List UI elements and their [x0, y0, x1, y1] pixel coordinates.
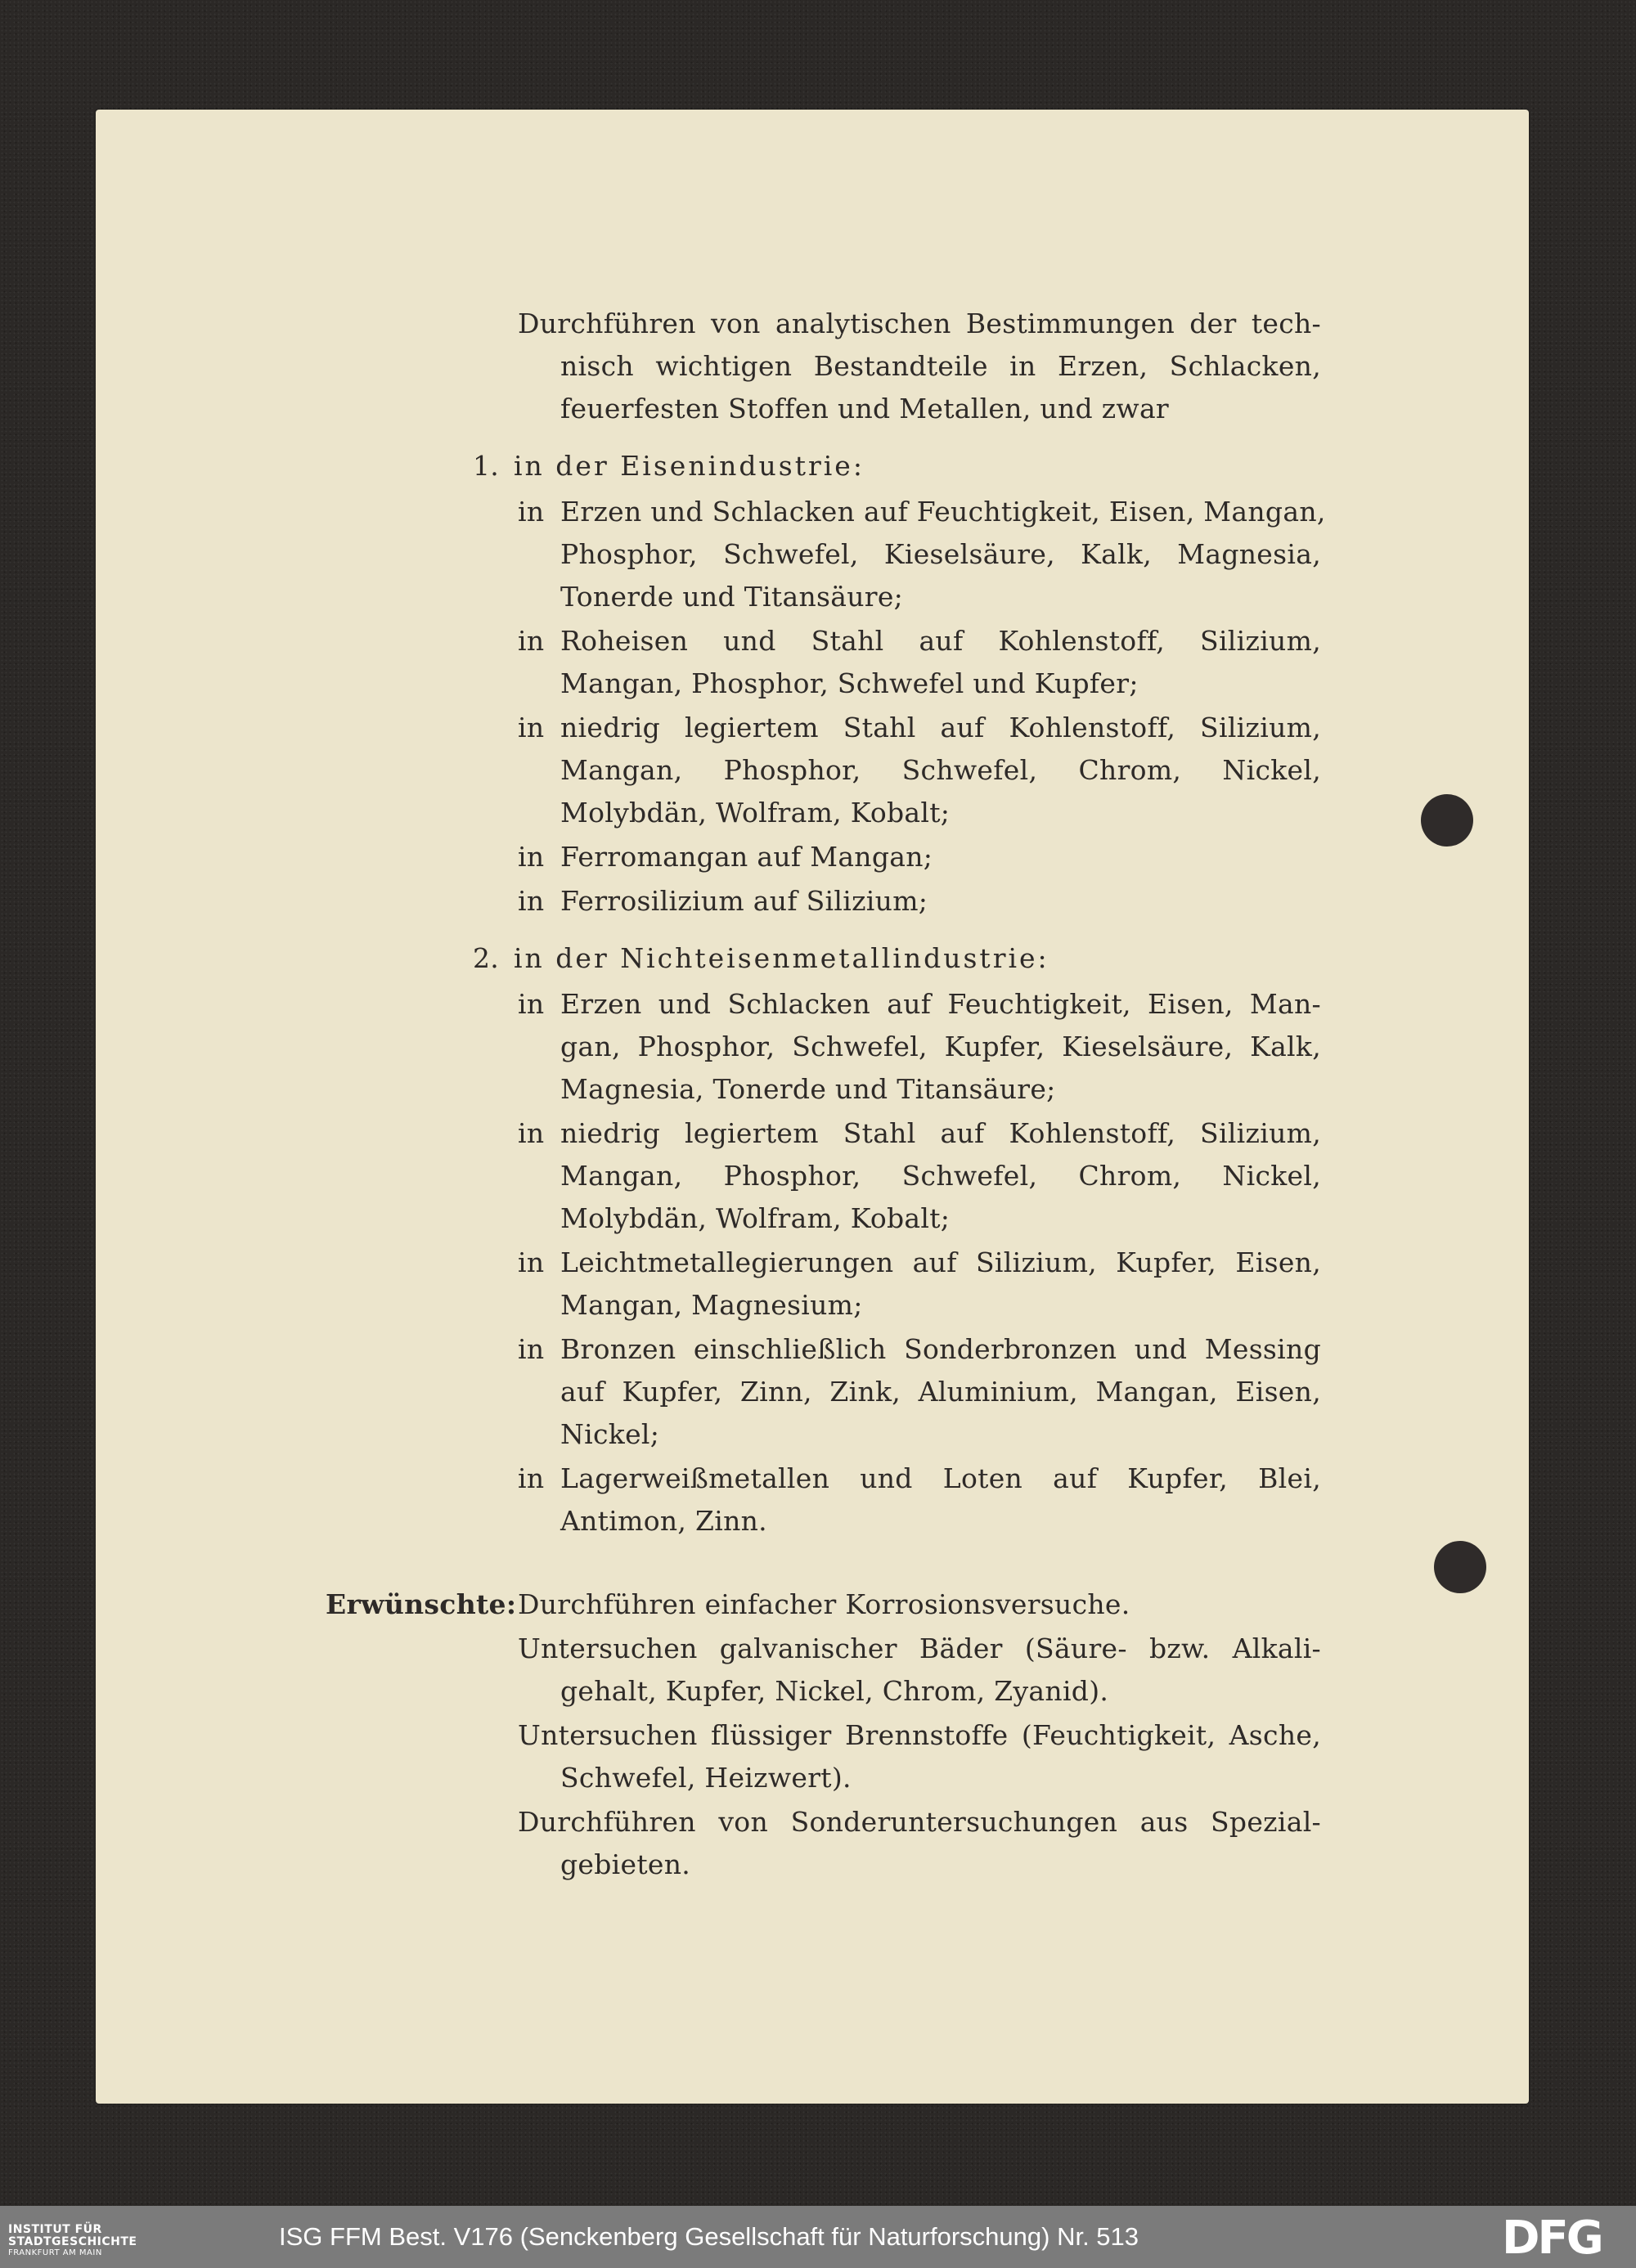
- punch-hole: [1434, 1541, 1486, 1593]
- item-line: Bronzen einschließlich Sonderbronzen und Messing: [560, 1333, 1321, 1365]
- intro-line: nisch wichtigen Bestandteile in Erzen, Schlacken,: [560, 350, 1321, 382]
- item-line: Erzen und Schlacken auf Feuchtigkeit, Eisen, Mangan,: [560, 496, 1326, 528]
- item-line: Ferrosilizium auf Silizium;: [560, 885, 928, 917]
- item-prefix: in: [518, 1117, 545, 1149]
- item-line: auf Kupfer, Zinn, Zink, Aluminium, Mangan, Eisen,: [560, 1376, 1321, 1408]
- item-prefix: in: [518, 1333, 545, 1365]
- desired-line: Durchführen einfacher Korrosionsversuche.: [518, 1588, 1130, 1620]
- item-line: Molybdän, Wolfram, Kobalt;: [560, 1202, 951, 1234]
- section-number: 2.: [473, 942, 500, 974]
- item-prefix: in: [518, 625, 545, 657]
- institution-line: STADTGESCHICHTE: [8, 2235, 137, 2248]
- item-line: Nickel;: [560, 1418, 660, 1450]
- item-line: Erzen und Schlacken auf Feuchtigkeit, Eisen, Man-: [560, 988, 1321, 1020]
- punch-hole: [1421, 794, 1473, 847]
- section-heading: in der Nichteisenmetallindustrie:: [514, 942, 1049, 974]
- item-line: Mangan, Phosphor, Schwefel und Kupfer;: [560, 667, 1139, 699]
- item-prefix: in: [518, 885, 545, 917]
- item-line: Mangan, Magnesium;: [560, 1289, 863, 1321]
- item-prefix: in: [518, 496, 545, 528]
- item-line: niedrig legiertem Stahl auf Kohlenstoff, Silizium,: [560, 712, 1321, 743]
- institution-logo: [8, 2224, 137, 2258]
- desired-line: gebieten.: [560, 1848, 691, 1880]
- desired-line: gehalt, Kupfer, Nickel, Chrom, Zyanid).: [560, 1675, 1109, 1707]
- desired-line: Untersuchen galvanischer Bäder (Säure- bzw. Alkali-: [518, 1633, 1321, 1664]
- item-line: Antimon, Zinn.: [560, 1505, 767, 1537]
- section-heading: in der Eisenindustrie:: [514, 450, 865, 482]
- item-line: gan, Phosphor, Schwefel, Kupfer, Kieselsäure, Kalk,: [560, 1031, 1321, 1062]
- item-line: Phosphor, Schwefel, Kieselsäure, Kalk, Magnesia,: [560, 538, 1321, 570]
- item-line: niedrig legiertem Stahl auf Kohlenstoff, Silizium,: [560, 1117, 1321, 1149]
- footer-bar: [0, 2206, 1636, 2268]
- institution-city: FRANKFURT AM MAIN: [8, 2248, 102, 2257]
- item-line: Magnesia, Tonerde und Titansäure;: [560, 1073, 1056, 1105]
- item-line: Mangan, Phosphor, Schwefel, Chrom, Nickel,: [560, 754, 1321, 786]
- item-line: Roheisen und Stahl auf Kohlenstoff, Silizium,: [560, 625, 1321, 657]
- desired-line: Schwefel, Heizwert).: [560, 1762, 852, 1794]
- desired-line: Durchführen von Sonderuntersuchungen aus Spezial-: [518, 1806, 1321, 1838]
- desired-label: Erwünschte:: [326, 1588, 517, 1620]
- item-prefix: in: [518, 988, 545, 1020]
- item-line: Mangan, Phosphor, Schwefel, Chrom, Nickel,: [560, 1160, 1321, 1192]
- archive-caption: ISG FFM Best. V176 (Senckenberg Gesellschaft für Naturforschung) Nr. 513: [279, 2222, 1139, 2251]
- item-prefix: in: [518, 712, 545, 743]
- intro-line: feuerfesten Stoffen und Metallen, und zwar: [560, 393, 1169, 424]
- item-line: Leichtmetallegierungen auf Silizium, Kupfer, Eisen,: [560, 1246, 1321, 1278]
- dfg-logo: DFG: [1502, 2212, 1602, 2265]
- item-prefix: in: [518, 1246, 545, 1278]
- item-line: Lagerweißmetallen und Loten auf Kupfer, Blei,: [560, 1462, 1321, 1494]
- intro-line: Durchführen von analytischen Bestimmungen der tech-: [518, 308, 1321, 339]
- item-line: Tonerde und Titansäure;: [560, 581, 904, 613]
- desired-line: Untersuchen flüssiger Brennstoffe (Feuchtigkeit, Asche,: [518, 1719, 1321, 1751]
- item-line: Ferromangan auf Mangan;: [560, 841, 933, 873]
- institution-line: INSTITUT FÜR: [8, 2223, 102, 2236]
- section-number: 1.: [473, 450, 500, 482]
- item-line: Molybdän, Wolfram, Kobalt;: [560, 797, 951, 829]
- item-prefix: in: [518, 841, 545, 873]
- item-prefix: in: [518, 1462, 545, 1494]
